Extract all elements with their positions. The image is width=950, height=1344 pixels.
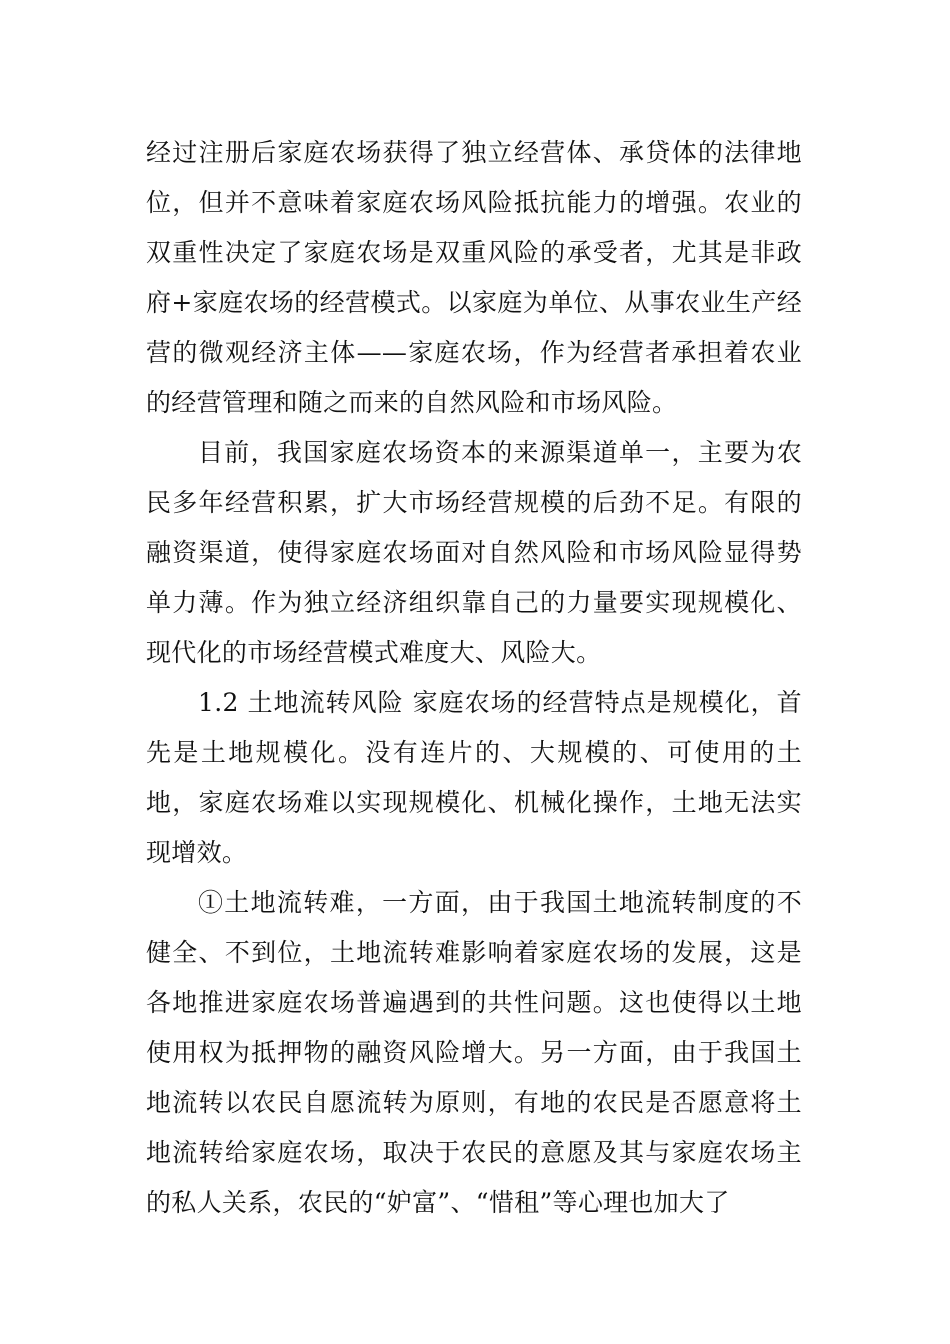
paragraph-3: 1.2 土地流转风险 家庭农场的经营特点是规模化，首先是土地规模化。没有连片的、大规模的、可使用的土地，家庭农场难以实现规模化、机械化操作，土地无法实现增效。 (146, 688, 802, 867)
paragraph-4: ①土地流转难，一方面，由于我国土地流转制度的不健全、不到位，土地流转难影响着家庭农场的发展，这是各地推进家庭农场普遍遇到的共性问题。这也使得以土地使用权为抵押物的融资风险增大。另一方面，由于我国土地流转以农民自愿流转为原则，有地的农民是否愿意将土地流转给家庭农场，取决于农民的意愿及其与家庭农场主的私人关系，农民的“妒富”、“惜租”等心理也加大了 (146, 888, 802, 1217)
paragraph-1: 经过注册后家庭农场获得了独立经营体、承贷体的法律地位，但并不意味着家庭农场风险抵抗能力的增强。农业的双重性决定了家庭农场是双重风险的承受者，尤其是非政府+家庭农场的经营模式。以家庭为单位、从事农业生产经营的微观经济主体——家庭农场，作为经营者承担着农业的经营管理和随之而来的自然风险和市场风险。 (146, 138, 802, 417)
document-body (146, 128, 802, 1228)
paragraph-2: 目前，我国家庭农场资本的来源渠道单一，主要为农民多年经营积累，扩大市场经营规模的后劲不足。有限的融资渠道，使得家庭农场面对自然风险和市场风险显得势单力薄。作为独立经济组织靠自己的力量要实现规模化、现代化的市场经营模式难度大、风险大。 (146, 438, 802, 667)
